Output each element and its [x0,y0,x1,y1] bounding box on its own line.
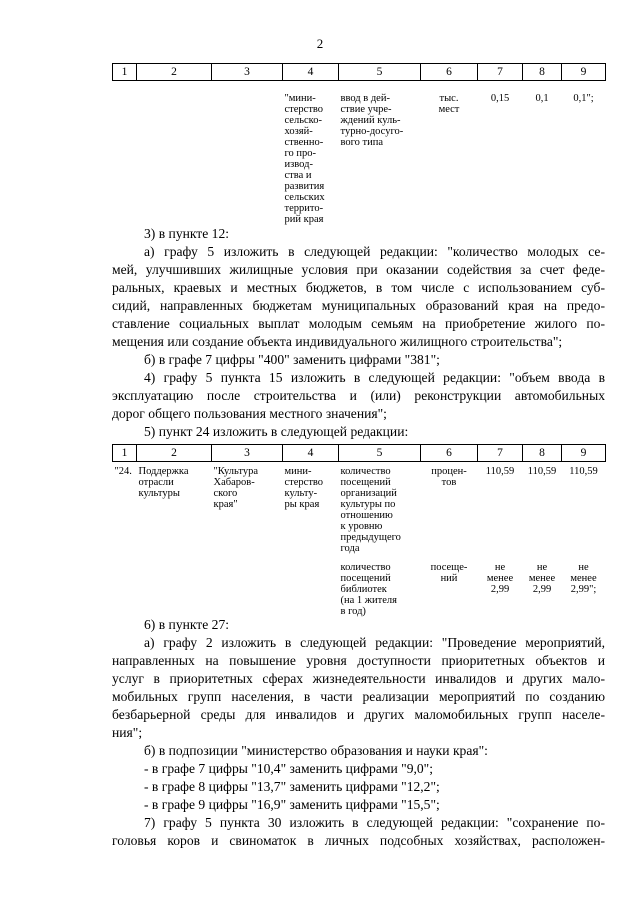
item-6b-line-1: - в графе 7 цифры "10,4" заменить цифрами "9,0"; [144,761,434,776]
cell-line: не [578,562,589,573]
page-number: 2 [316,36,324,51]
col-header-2: 2 [137,64,212,81]
text-line: а) графу 2 изложить в следующей редакции: "Проведение мероприятий, [144,635,605,650]
cell-line: отношению [340,510,393,521]
text-line: мещения или создание объекта индивидуального жилищного строительства"; [112,334,563,349]
col-header-7: 7 [478,64,523,81]
cell-line: извод- [284,159,313,170]
cell-line: 2,99 [490,584,510,595]
cell-line: не [494,562,506,573]
item-3b: б) в графе 7 цифры "400" заменить цифрами "381"; [144,352,440,367]
cell-line: мест [438,104,460,115]
text-line: услуг в приоритетных сферах жизнедеятельности инвалидов и других мало- [112,671,605,686]
col-header-5: 5 [339,64,421,81]
cell-line: мини- [284,466,312,477]
cell-line: развития [284,181,325,192]
text-line: головья коров и свиноматок в личных подсобных хозяйствах, расположен- [112,833,605,848]
text-line: сидий, направленных бюджетам муниципальных образований края на предо- [112,298,605,313]
table-row [113,462,606,555]
table-item-24 [112,444,606,617]
value-cell: 0,15 [490,93,510,104]
cell-line: не [536,562,548,573]
cell-line: "Культура [213,466,259,477]
cell-line: ственно- [284,137,324,148]
unit-cell [421,462,478,555]
text-line: 7) графу 5 пункта 30 изложить в следующей редакции: "сохранение по- [144,815,605,830]
cell-line: в год) [340,606,366,617]
cell-line: сельских [284,192,325,203]
text-line: ральных, краевых и местных бюджетов, в том числе с использованием суб- [112,280,605,295]
item-number-cell: "24. [114,466,132,477]
table-cell [212,81,283,226]
text-line: 4) графу 5 пункта 15 изложить в следующей редакции: "объем ввода в [144,370,605,385]
value-cell: 0,1"; [573,93,594,104]
cell-line: террито- [284,203,324,214]
value-cell: 110,59 [527,466,557,477]
cell-line: стерство [284,104,324,115]
cell-line: предыдущего [340,532,401,543]
cell-line: количество [340,562,391,573]
cell-line: рий края [284,214,324,225]
cell-line: отрасли [138,477,174,488]
col-header-8: 8 [523,64,562,81]
responsible-ministry-cell [283,462,339,618]
cell-line: культуры по [340,499,396,510]
col-header-5: 5 [339,445,421,462]
col-header-1: 1 [113,64,137,81]
cell-line: ского [213,488,238,499]
activity-cell [137,462,212,618]
cell-line: тов [441,477,457,488]
responsible-ministry-cell [283,81,339,226]
cell-line: го про- [284,148,317,159]
cell-line: стерство [284,477,324,488]
cell-line: года [340,543,360,554]
item-6b-line-3: - в графе 9 цифры "16,9" заменить цифрами "15,5"; [144,797,440,812]
cell-line: ний [440,573,458,584]
item-3: 3) в пункте 12: [144,226,230,241]
item-6: 6) в пункте 27: [144,617,230,632]
cell-line: ждений куль- [340,115,401,126]
table-row [113,81,606,226]
table-header-row [113,64,606,81]
cell-line: менее [486,573,514,584]
text-line: мобильных групп населения, в части реализации мероприятий по созданию [112,689,605,704]
cell-line: (на 1 жителя [340,595,397,606]
value-cell: 0,1 [535,93,549,104]
cell-line: "мини- [284,93,316,104]
cell-line: ры края [284,499,320,510]
col-header-1: 1 [113,445,137,462]
cell-line: ства и [284,170,312,181]
indicator-cell [339,81,421,226]
cell-line: посещений [340,477,391,488]
text-line: эксплуатацию после строительства и (или) реконструкции автомобильных [112,388,605,403]
cell-line: менее [528,573,556,584]
col-header-4: 4 [283,64,339,81]
cell-line: посеще- [430,562,468,573]
item-3a [112,243,605,351]
cell-line: вого типа [340,137,384,148]
value-cell [562,554,606,617]
cell-line: процен- [431,466,467,477]
col-header-7: 7 [478,445,523,462]
table-cell [137,81,212,226]
value-cell [523,554,562,617]
text-line: а) графу 5 изложить в следующей редакции: "количество молодых се- [144,244,605,259]
col-header-6: 6 [421,64,478,81]
item-4 [112,369,605,423]
cell-line: количество [340,466,391,477]
cell-line: культуры [138,488,180,499]
cell-line: посещений [340,573,391,584]
col-header-6: 6 [421,445,478,462]
item-6b-line-2: - в графе 8 цифры "13,7" заменить цифрами "12,2"; [144,779,440,794]
cell-line: сельско- [284,115,322,126]
col-header-2: 2 [137,445,212,462]
text-line: ния"; [112,725,143,740]
cell-line: края" [213,499,238,510]
table-continuation [112,63,606,225]
unit-cell [421,81,478,226]
cell-line: Поддержка [138,466,189,477]
text-line: ставление социальных выплат молодым семьям на приобретение жилого по- [112,316,605,331]
value-cell: 110,59 [485,466,515,477]
cell-line: организаций [340,488,397,499]
cell-line: 2,99 [532,584,552,595]
col-header-9: 9 [562,445,606,462]
col-header-4: 4 [283,445,339,462]
text-line: направленных на повышение уровня доступности приоритетных объектов и [112,653,605,668]
cell-line: ввод в дей- [340,93,390,104]
item-6b: б) в подпозиции "министерство образования и науки края": [144,743,488,758]
col-header-3: 3 [212,445,283,462]
indicator-cell [339,554,421,617]
text-line: безбарьерной среды для инвалидов и других маломобильных групп населе- [112,707,605,722]
table-cell [113,81,137,226]
unit-cell [421,554,478,617]
cell-line: 2,99"; [570,584,597,595]
cell-line: тыс. [439,93,459,104]
item-5: 5) пункт 24 изложить в следующей редакции: [144,424,409,439]
cell-line: Хабаров- [213,477,255,488]
text-line: мей, улучшивших жилищные условия при оказании содействия за счет феде- [112,262,605,277]
cell-line: культу- [284,488,318,499]
item-7 [112,814,605,850]
cell-line: хозяй- [284,126,313,137]
item-6a [112,634,605,742]
cell-line: к уровню [340,521,383,532]
program-cell [212,462,283,618]
cell-line: ствие учре- [340,104,392,115]
col-header-9: 9 [562,64,606,81]
cell-line: турно-досуго- [340,126,404,137]
text-line: дорог общего пользования местного значения"; [112,406,387,421]
col-header-3: 3 [212,64,283,81]
value-cell: 110,59 [569,466,598,477]
col-header-8: 8 [523,445,562,462]
cell-line: менее [570,573,597,584]
cell-line: библиотек [340,584,387,595]
value-cell [478,554,523,617]
table-header-row [113,445,606,462]
indicator-cell [339,462,421,555]
